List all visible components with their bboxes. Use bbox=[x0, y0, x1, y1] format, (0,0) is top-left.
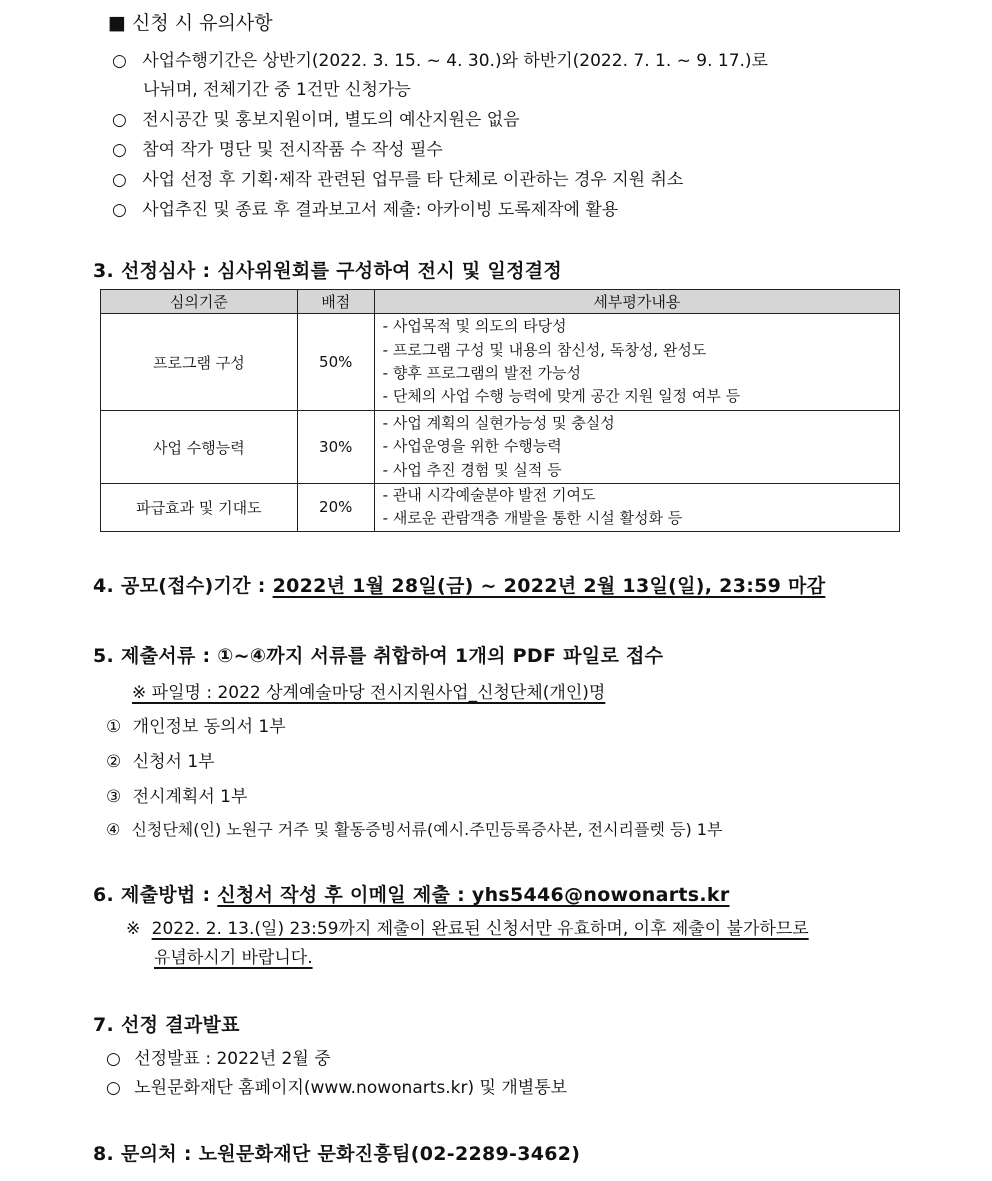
notice-item-text: 전시공간 및 홍보지원이며, 별도의 예산지원은 없음 bbox=[142, 110, 520, 130]
doc-text: 신청단체(인) 노원구 거주 및 활동증빙서류(예시.주민등록증사본, 전시리플렛 등) 1부 bbox=[131, 820, 723, 839]
submission-method: 신청서 작성 후 이메일 제출 : yhs5446@nowonarts.kr bbox=[217, 884, 730, 906]
doc-item-3 bbox=[106, 782, 247, 807]
notice-item-text: 사업 선정 후 기획·제작 관련된 업무를 타 단체로 이관하는 경우 지원 취소 bbox=[142, 170, 684, 190]
notice-item-1-cont: 나뉘며, 전체기간 중 1건만 신청가능 bbox=[143, 80, 411, 100]
filename-note: ※ 파일명 : 2022 상계예술마당 전시지원사업_신청단체(개인)명 bbox=[132, 683, 606, 703]
detail-line: - 사업운영을 위한 수행능력 bbox=[382, 437, 562, 456]
notice-item-1 bbox=[112, 46, 768, 71]
details-cell bbox=[374, 411, 899, 484]
table-row bbox=[101, 314, 900, 411]
table-header-row bbox=[101, 290, 900, 314]
notice-item-3 bbox=[112, 135, 443, 160]
bullet-circle: ○ bbox=[112, 140, 127, 160]
doc-text: 신청서 1부 bbox=[132, 752, 215, 772]
note-mark: ※ bbox=[126, 919, 141, 939]
details-cell bbox=[374, 484, 899, 532]
doc-item-2 bbox=[106, 747, 215, 772]
detail-line: - 사업 계획의 실현가능성 및 충실성 bbox=[382, 414, 615, 433]
doc-item-4 bbox=[106, 817, 722, 840]
header-details: 세부평가내용 bbox=[374, 290, 899, 314]
score-cell: 20% bbox=[297, 484, 374, 532]
detail-line: - 관내 시각예술분야 발전 기여도 bbox=[382, 486, 596, 504]
deadline-note bbox=[126, 914, 809, 939]
score-cell: 30% bbox=[297, 411, 374, 484]
section-4 bbox=[93, 571, 825, 598]
section-6-label: 6. 제출방법 : bbox=[93, 884, 218, 906]
detail-line: - 사업 추진 경험 및 실적 등 bbox=[382, 460, 562, 479]
notice-item-5 bbox=[112, 195, 618, 220]
result-item-1 bbox=[106, 1044, 331, 1069]
deadline-note-cont: 유념하시기 바랍니다. bbox=[154, 948, 313, 968]
result-item-2 bbox=[106, 1073, 567, 1098]
detail-line: - 새로운 관람객층 개발을 통한 시설 활성화 등 bbox=[382, 509, 683, 528]
bullet-circle: ○ bbox=[112, 170, 127, 190]
doc-number: ③ bbox=[106, 787, 122, 807]
detail-line: - 사업목적 및 의도의 타당성 bbox=[382, 317, 567, 336]
bullet-circle: ○ bbox=[106, 1049, 121, 1069]
result-text: 노원문화재단 홈페이지(www.nowonarts.kr) 및 개별통보 bbox=[134, 1078, 568, 1098]
doc-text: 개인정보 동의서 1부 bbox=[132, 717, 286, 737]
criterion-cell: 사업 수행능력 bbox=[101, 411, 298, 484]
section-6 bbox=[93, 880, 730, 907]
bullet-circle: ○ bbox=[106, 1078, 121, 1098]
table-row bbox=[101, 484, 900, 532]
criterion-cell: 프로그램 구성 bbox=[101, 314, 298, 411]
doc-number: ① bbox=[106, 717, 122, 737]
table-row bbox=[101, 411, 900, 484]
doc-text: 전시계획서 1부 bbox=[132, 787, 248, 807]
result-text: 선정발표 : 2022년 2월 중 bbox=[134, 1049, 331, 1069]
section-3-heading: 3. 선정심사 : 심사위원회를 구성하여 전시 및 일정결정 bbox=[93, 260, 563, 282]
section-4-label: 4. 공모(접수)기간 : bbox=[93, 575, 273, 597]
doc-number: ④ bbox=[106, 820, 121, 839]
doc-item-1 bbox=[106, 712, 286, 737]
notice-item-text: 참여 작가 명단 및 전시작품 수 작성 필수 bbox=[142, 140, 443, 160]
application-period: 2022년 1월 28일(금) ~ 2022년 2월 13일(일), 23:59 마감 bbox=[272, 575, 826, 597]
detail-line: - 향후 프로그램의 발전 가능성 bbox=[382, 364, 582, 382]
section-7-heading: 7. 선정 결과발표 bbox=[93, 1014, 240, 1036]
criterion-cell: 파급효과 및 기대도 bbox=[101, 484, 298, 532]
section-5-heading: 5. 제출서류 : ①~④까지 서류를 취합하여 1개의 PDF 파일로 접수 bbox=[93, 645, 664, 667]
notice-item-2 bbox=[112, 105, 520, 130]
bullet-circle: ○ bbox=[112, 51, 127, 71]
header-criterion: 심의기준 bbox=[101, 290, 298, 314]
detail-line: - 프로그램 구성 및 내용의 참신성, 독창성, 완성도 bbox=[382, 340, 707, 359]
note-text: 2022. 2. 13.(일) 23:59까지 제출이 완료된 신청서만 유효하며, 이후 제출이 불가하므로 bbox=[151, 919, 809, 939]
score-cell: 50% bbox=[297, 314, 374, 411]
detail-line: - 단체의 사업 수행 능력에 맞게 공간 지원 일정 여부 등 bbox=[382, 387, 741, 406]
bullet-circle: ○ bbox=[112, 110, 127, 130]
doc-number: ② bbox=[106, 752, 122, 772]
notice-item-4 bbox=[112, 165, 683, 190]
bullet-circle: ○ bbox=[112, 200, 127, 220]
header-score: 배점 bbox=[297, 290, 374, 314]
notice-item-text: 사업추진 및 종료 후 결과보고서 제출: 아카이빙 도록제작에 활용 bbox=[142, 200, 619, 220]
notice-title: ■ 신청 시 유의사항 bbox=[108, 12, 273, 34]
section-8-heading: 8. 문의처 : 노원문화재단 문화진흥팀(02-2289-3462) bbox=[93, 1143, 581, 1165]
evaluation-table bbox=[100, 289, 900, 532]
notice-item-text: 사업수행기간은 상반기(2022. 3. 15. ~ 4. 30.)와 하반기(2022. 7. 1. ~ 9. 17.)로 bbox=[142, 51, 768, 71]
details-cell bbox=[374, 314, 899, 411]
